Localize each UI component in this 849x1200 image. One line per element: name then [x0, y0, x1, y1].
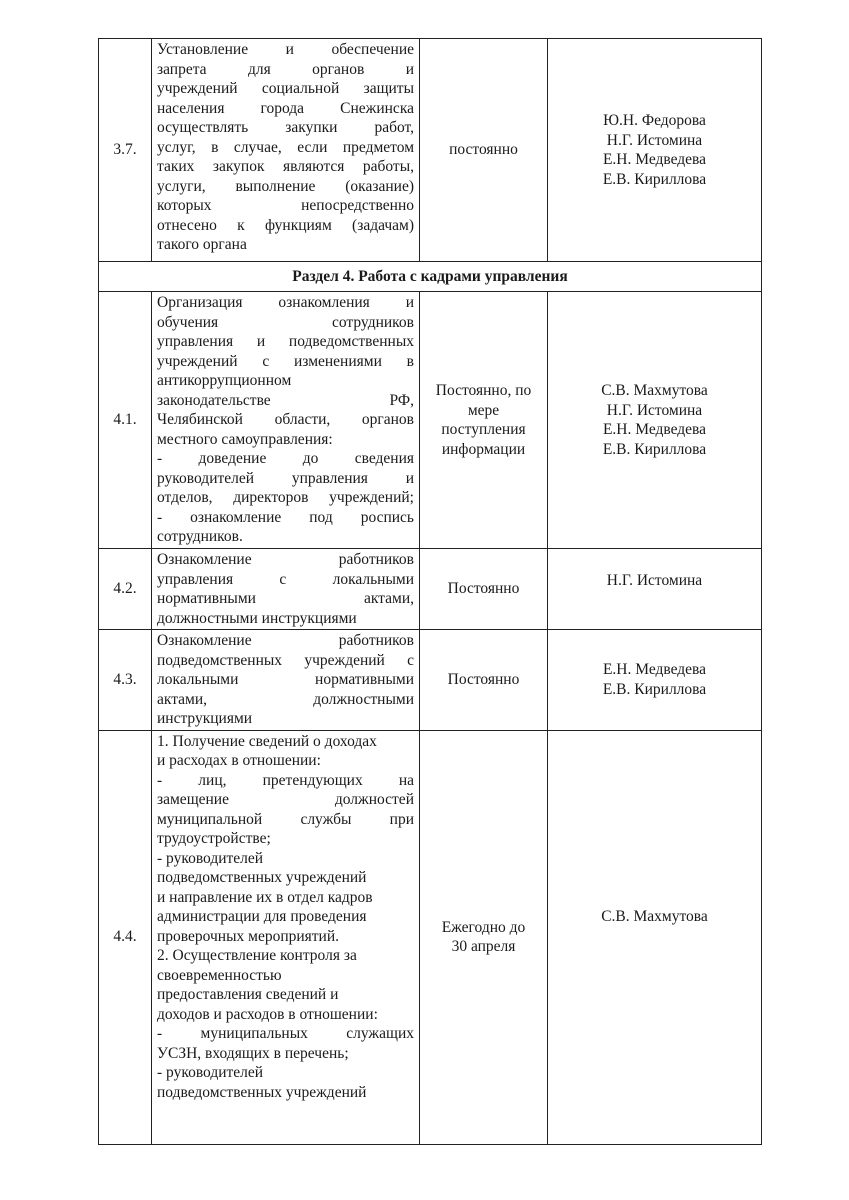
activity-text — [152, 292, 420, 549]
responsible-name: Н.Г. Истомина — [606, 131, 703, 149]
responsible-cell — [548, 292, 762, 549]
row-number: 4.4. — [99, 730, 152, 1144]
row-number: 3.7. — [99, 39, 152, 262]
activity-line: нормативными актами, — [157, 590, 414, 607]
term-cell — [420, 730, 548, 1144]
activity-line: управления и подведомственных — [157, 333, 414, 350]
activity-line: предоставления сведений и — [157, 986, 339, 1003]
term-line: Ежегодно до — [441, 918, 526, 936]
activity-line: - лиц, претендующих на — [157, 771, 414, 789]
term-cell: Постоянно — [420, 549, 548, 630]
activity-line: УСЗН, входящих в перечень; — [157, 1044, 349, 1062]
responsible-name: Е.В. Кириллова — [602, 440, 707, 458]
activity-line: Установление и обеспечение — [157, 41, 414, 58]
responsible-cell — [548, 549, 762, 630]
activity-line: подведомственных учреждений — [157, 869, 367, 886]
responsible-name: Е.Н. Медведева — [602, 421, 707, 438]
activity-line: запрета для органов и — [157, 60, 414, 78]
responsible-name: Е.Н. Медведева — [602, 151, 707, 168]
activity-line: - руководителей — [157, 849, 264, 867]
activity-line: населения города Снежинска — [157, 99, 414, 117]
activity-line: сотрудников. — [157, 528, 243, 545]
responsible-cell — [548, 730, 762, 1144]
table-row-4-3 — [99, 630, 762, 731]
activity-line: - муниципальных служащих — [157, 1025, 414, 1042]
term-line: Постоянно, по — [435, 382, 532, 399]
activity-line: осуществлять закупки работ, — [157, 119, 414, 136]
activity-line: подведомственных учреждений — [157, 1083, 367, 1101]
activity-text — [152, 630, 420, 731]
activity-line: администрации для проведения — [157, 908, 367, 925]
activity-line: Ознакомление работников — [157, 632, 414, 649]
responsible-name: Е.В. Кириллова — [602, 680, 707, 698]
term-line: мере — [467, 401, 500, 419]
activity-line: услуг, в случае, если предметом — [157, 138, 414, 156]
activity-line: услуги, выполнение (оказание) — [157, 177, 414, 195]
term-cell: постоянно — [420, 39, 548, 262]
activity-line: Организация ознакомления и — [157, 294, 414, 311]
activity-text — [152, 39, 420, 262]
activity-line: учреждений с изменениями в — [157, 352, 414, 370]
activity-line: учреждений социальной защиты — [157, 80, 414, 97]
activity-line: и направление их в отдел кадров — [157, 888, 373, 906]
activity-line: отнесено к функциям (задачам) — [157, 216, 414, 234]
activity-line: актами, должностными — [157, 690, 414, 708]
responsible-name: Н.Г. Истомина — [606, 401, 703, 419]
activity-line: такого органа — [157, 236, 247, 253]
activity-line: замещение должностей — [157, 791, 414, 808]
activity-line: таких закупок являются работы, — [157, 158, 414, 175]
table-row-4-2 — [99, 549, 762, 630]
table-row-3-7 — [99, 39, 762, 262]
measures-table — [98, 38, 762, 1145]
activity-line: трудоустройстве; — [157, 830, 271, 847]
responsible-name: Н.Г. Истомина — [606, 572, 703, 589]
activity-line: управления с локальными — [157, 570, 414, 588]
activity-line: - руководителей — [157, 1064, 264, 1081]
activity-line: Челябинской области, органов — [157, 411, 414, 428]
row-number: 4.3. — [99, 630, 152, 731]
term-cell — [420, 292, 548, 549]
activity-line: руководителей управления и — [157, 469, 414, 487]
activity-text — [152, 730, 420, 1144]
responsible-name: Е.Н. Медведева — [602, 661, 707, 679]
activity-line: Ознакомление работников — [157, 551, 414, 568]
responsible-name: Е.В. Кириллова — [602, 170, 707, 188]
activity-line: проверочных мероприятий. — [157, 927, 340, 945]
table-row-4-4 — [99, 730, 762, 1144]
responsible-name: С.В. Махмутова — [601, 907, 708, 925]
responsible-name: Ю.Н. Федорова — [603, 112, 706, 129]
table-row-4-1 — [99, 292, 762, 549]
activity-line: местного самоуправления: — [157, 430, 333, 448]
activity-line: муниципальной службы при — [157, 810, 414, 828]
activity-text — [152, 549, 420, 630]
term-cell: Постоянно — [420, 630, 548, 731]
activity-line: подведомственных учреждений с — [157, 651, 414, 669]
term-line: 30 апреля — [451, 938, 516, 955]
responsible-cell — [548, 630, 762, 731]
activity-line: которых непосредственно — [157, 197, 414, 214]
activity-line: законодательстве РФ, — [157, 391, 414, 409]
activity-line: антикоррупционном — [157, 372, 292, 389]
activity-line: доходов и расходов в отношении: — [157, 1005, 378, 1023]
section-title: Раздел 4. Работа с кадрами управления — [99, 262, 762, 292]
activity-line: 1. Получение сведений о доходах — [157, 732, 377, 750]
row-number: 4.1. — [99, 292, 152, 549]
activity-line: инструкциями — [157, 710, 253, 727]
activity-line: отделов, директоров учреждений; — [157, 489, 414, 506]
activity-line: - ознакомление под роспись — [157, 508, 414, 526]
row-number: 4.2. — [99, 549, 152, 630]
term-line: поступления — [441, 421, 526, 438]
activity-line: и расходах в отношении: — [157, 752, 321, 769]
activity-line: локальными нормативными — [157, 671, 414, 688]
activity-line: - доведение до сведения — [157, 450, 414, 467]
activity-line: должностными инструкциями — [157, 609, 357, 627]
responsible-cell — [548, 39, 762, 262]
activity-line: 2. Осуществление контроля за — [157, 947, 357, 964]
activity-line: своевременностью — [157, 966, 282, 984]
term-line: информации — [441, 440, 526, 458]
section-header-row — [99, 262, 762, 292]
activity-line: обучения сотрудников — [157, 313, 414, 331]
responsible-name: С.В. Махмутова — [601, 382, 708, 399]
